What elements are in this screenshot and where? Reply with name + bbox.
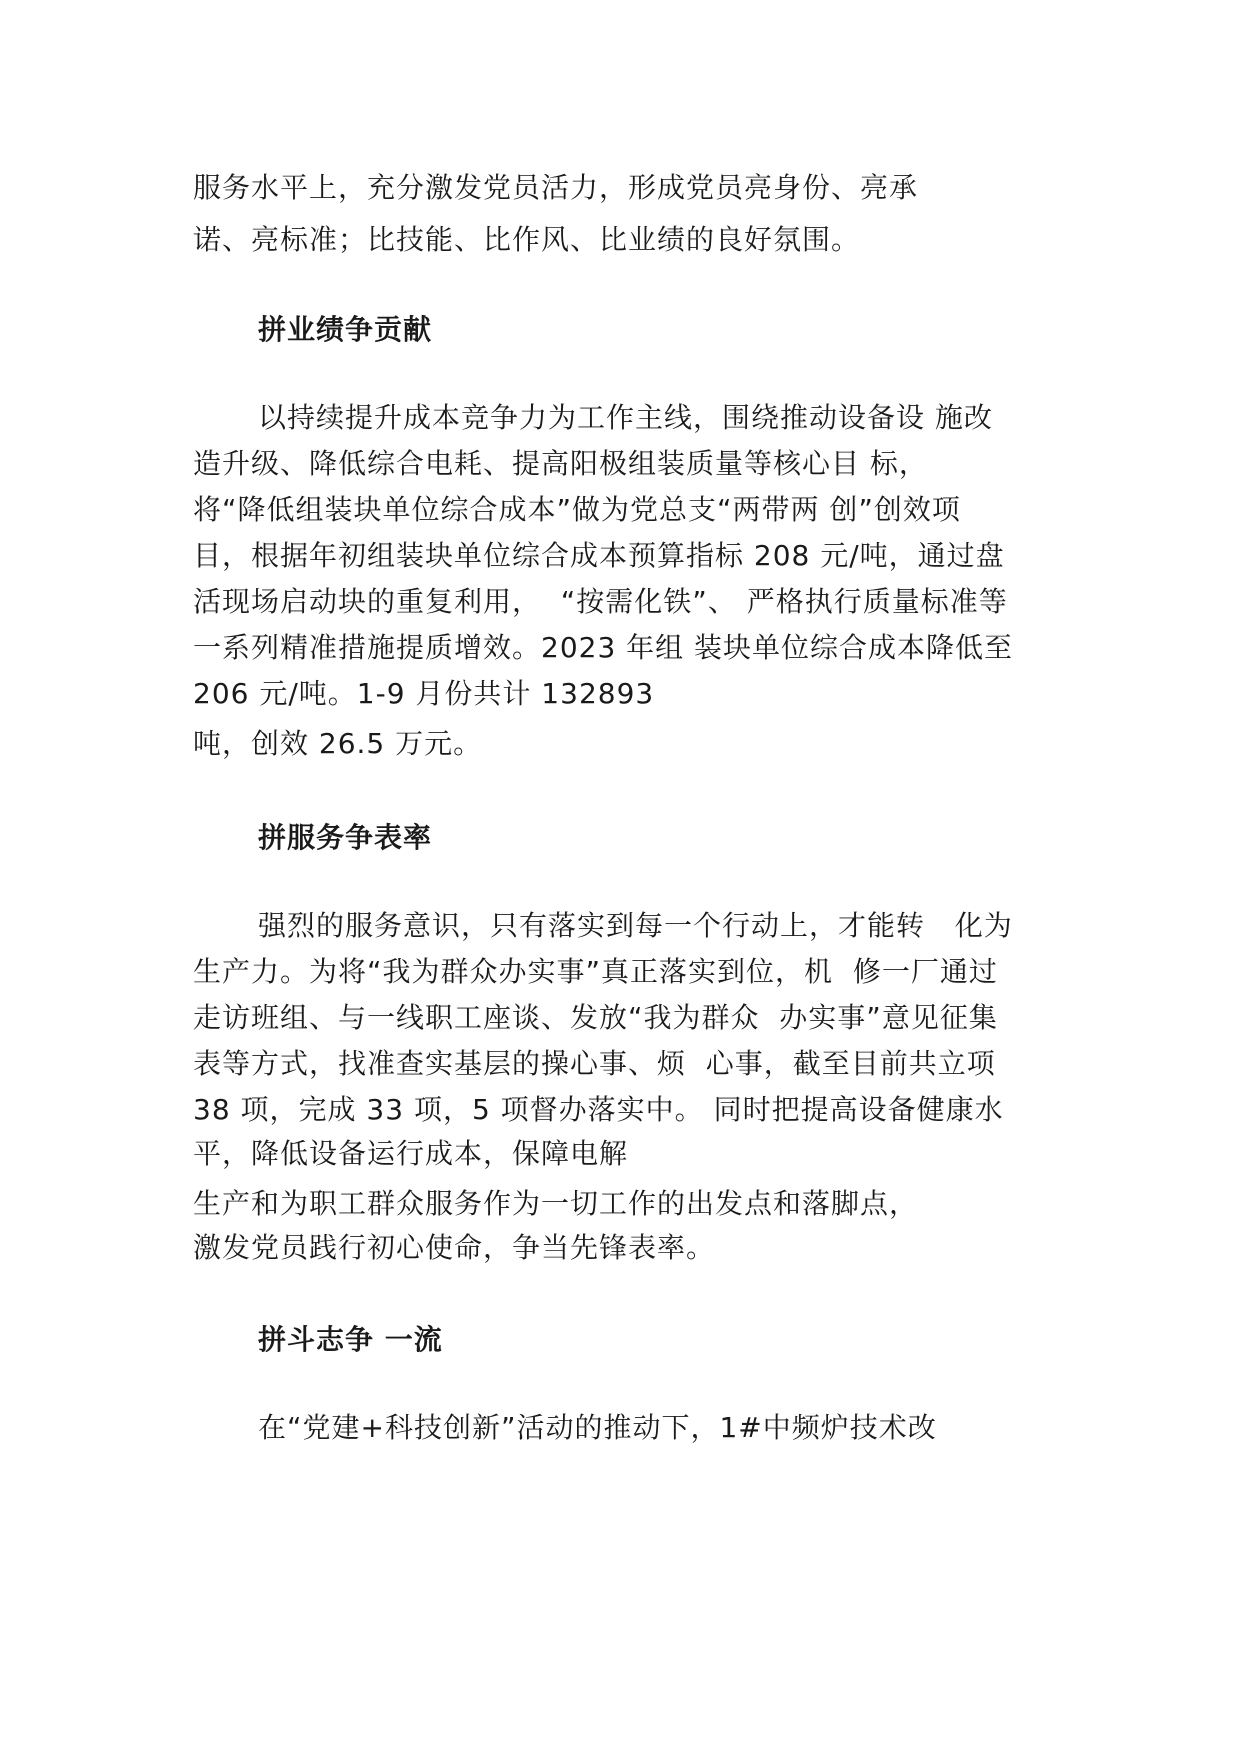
section-heading: 拼服务争表率 bbox=[258, 821, 433, 854]
body-text-line: 38 项，完成 33 项，5 项督办落实中。 同时把提高设备健康水 bbox=[193, 1093, 1004, 1126]
body-text-line: 生产和为职工群众服务作为一切工作的出发点和落脚点， bbox=[193, 1187, 919, 1220]
body-text-line: 走访班组、与一线职工座谈、发放“我为群众 办实事”意见征集 bbox=[193, 1001, 998, 1034]
body-text-line: 生产力。为将“我为群众办实事”真正落实到位，机 修一厂通过 bbox=[193, 955, 998, 988]
body-text-line: 一系列精准措施提质增效。2023 年组 装块单位综合成本降低至 bbox=[193, 631, 1014, 664]
section-heading: 拼业绩争贡献 bbox=[258, 313, 433, 346]
section-heading: 拼斗志争 一流 bbox=[258, 1323, 443, 1356]
body-text-line: 服务水平上，充分激发党员活力，形成党员亮身份、亮承 bbox=[193, 171, 919, 204]
body-text-line: 在“党建+科技创新”活动的推动下，1#中频炉技术改 bbox=[258, 1411, 937, 1444]
body-text-line: 以持续提升成本竞争力为工作主线，围绕推动设备设 施改 bbox=[258, 401, 993, 434]
body-text-line: 206 元/吨。1-9 月份共计 132893 bbox=[193, 677, 655, 710]
body-text-line: 目，根据年初组装块单位综合成本预算指标 208 元/吨，通过盘 bbox=[193, 539, 1005, 572]
body-text-line: 平，降低设备运行成本，保障电解 bbox=[193, 1137, 629, 1170]
body-text-line: 强烈的服务意识，只有落实到每一个行动上，才能转 化为 bbox=[258, 909, 1013, 942]
body-text-line: 活现场启动块的重复利用， “按需化铁”、 严格执行质量标准等 bbox=[193, 585, 1008, 618]
body-text-line: 将“降低组装块单位综合成本”做为党总支“两带两 创”创效项 bbox=[193, 493, 961, 526]
body-text-line: 诺、亮标准；比技能、比作风、比业绩的良好氛围。 bbox=[193, 223, 861, 256]
body-text-line: 造升级、降低综合电耗、提高阳极组装质量等核心目 标， bbox=[193, 447, 928, 480]
body-text-line: 表等方式，找准查实基层的操心事、烦 心事，截至目前共立项 bbox=[193, 1047, 996, 1080]
body-text-line: 吨，创效 26.5 万元。 bbox=[193, 727, 483, 760]
body-text-line: 激发党员践行初心使命，争当先锋表率。 bbox=[193, 1231, 716, 1264]
